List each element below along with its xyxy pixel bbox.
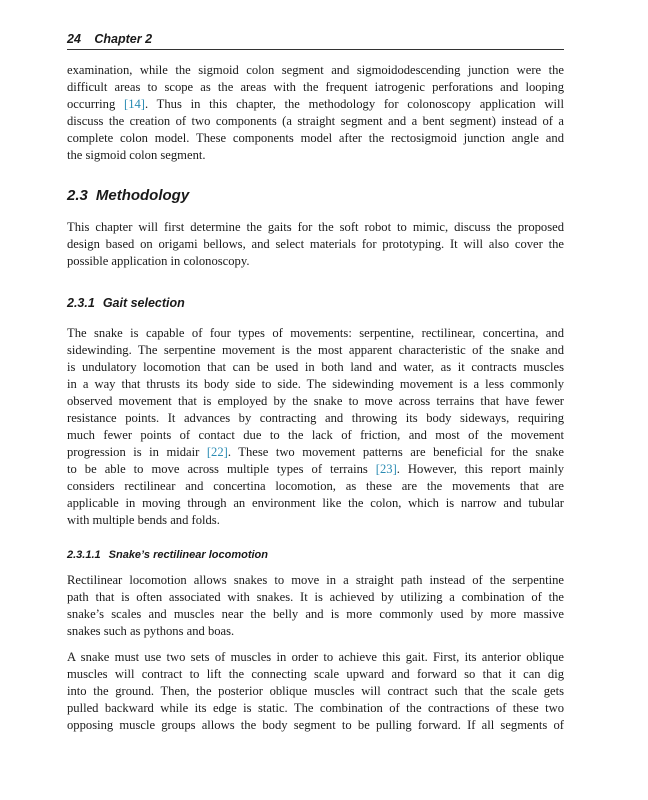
text-line: A snake must use two sets of muscles in order to achieve this gait. First, its anterior oblique [67,650,564,664]
section-heading-2-3-1-1 [67,549,268,561]
section-heading-2-3-1 [67,296,185,310]
text-line: the sigmoid colon segment. [67,148,206,162]
section-heading-2-3 [67,187,189,204]
chapter-label: Chapter 2 [94,32,153,46]
text-line: opposing muscle groups allows the body segment to be pulling forward. If all segments of [67,718,564,732]
text-line: applicable in moving through an environment like the colon, which is narrow and tubular [67,496,564,510]
text-line: complete colon model. These components model after the rectosigmoid junction angle and [67,131,564,145]
text-line: This chapter will first determine the gaits for the soft robot to mimic, discuss the proposed [67,220,564,234]
text-span: occurring [67,97,124,111]
text-line: discuss the creation of two components (a straight segment and a bent segment) instead of a [67,114,564,128]
text-line: examination, while the sigmoid colon segment and sigmoidodescending junction were the [67,63,564,77]
text-line: considers rectilinear and concertina locomotion, as these are the movements that are [67,479,564,493]
paragraph-muscles [67,649,564,734]
citation-link[interactable]: [14] [124,97,145,111]
text-line [67,444,564,461]
text-span: . However, this report mainly [396,462,565,476]
text-line: The snake is capable of four types of movements: serpentine, rectilinear, concertina, and [67,326,564,340]
section-number: 2.3.1.1 [67,549,101,561]
text-line: observed movement that is employed by the snake to move across terrains that have fewer [67,394,564,408]
text-line: in a way that thrusts its body side to side. The sidewinding movement is a less commonly [67,377,564,391]
text-line: snake’s scales and muscles near the belly and is more commonly used by more massive [67,607,564,621]
section-title: Gait selection [102,296,185,310]
paragraph-rectilinear [67,572,564,640]
text-line: sidewinding. The serpentine movement is the most apparent characteristic of the snake and [67,343,564,357]
text-line: snakes such as pythons and boas. [67,624,235,638]
paragraph-intro [67,62,564,164]
text-line: path that is often associated with snakes. It is achieved by utilizing a combination of the [67,590,564,604]
text-line: muscles will contract to lift the connecting scale upward and forward so that it can dig [67,667,564,681]
paragraph-methodology [67,219,564,270]
text-line: difficult areas to scope as the areas with the frequent iatrogenic perforations and looping [67,80,564,94]
paragraph-gait-selection [67,325,564,529]
text-span: . Thus in this chapter, the methodology for colonoscopy application will [144,97,564,111]
section-number: 2.3.1 [67,296,95,310]
text-span: to be able to move across multiple types of terrains [67,462,376,476]
text-line: Rectilinear locomotion allows snakes to move in a straight path instead of the serpentine [67,573,564,587]
text-span: progression is in midair [67,445,207,459]
section-title: Snake’s rectilinear locomotion [108,549,268,561]
text-line [67,461,564,478]
section-number: 2.3 [67,187,88,204]
text-line [67,96,564,113]
running-head [67,31,564,50]
text-line: into the ground. Then, the posterior oblique muscles will contract such that the scale gets [67,684,564,698]
text-line: much fewer points of contact due to the lack of friction, and most of the movement [67,428,564,442]
text-line: resistance points. It advances by contracting and throwing its body sideways, requiring [67,411,564,425]
text-line: is undulatory locomotion that can be used in both land and water, as it contracts muscles [67,360,564,374]
citation-link[interactable]: [22] [206,445,228,459]
text-line: pulled backward while its edge is static. The combination of the contractions of these two [67,701,564,715]
citation-link[interactable]: [23] [375,462,397,476]
page-number: 24 [67,32,81,46]
text-line: possible application in colonoscopy. [67,254,250,268]
text-line: design based on origami bellows, and select materials for prototyping. It will also cover the [67,237,564,251]
section-title: Methodology [95,187,190,204]
text-line: with multiple bends and folds. [67,513,220,527]
text-span: . These two movement patterns are beneficial for the snake [227,445,564,459]
